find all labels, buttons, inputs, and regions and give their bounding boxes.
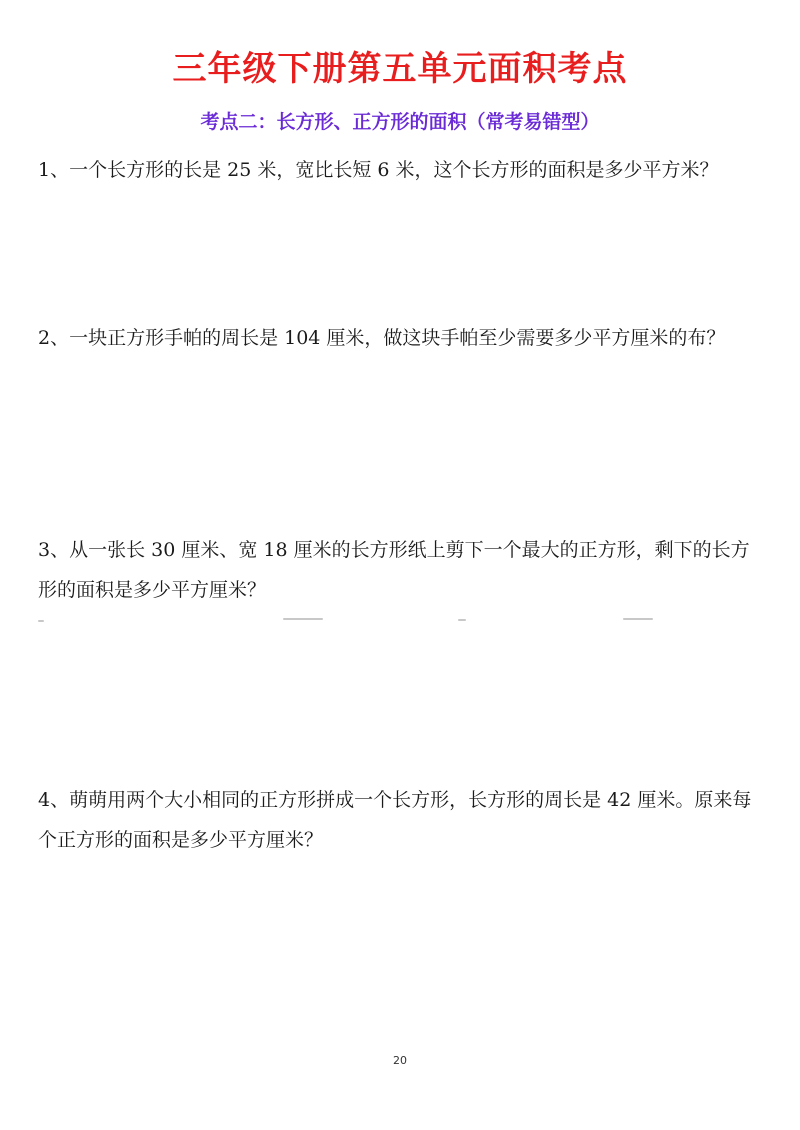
scan-specks xyxy=(38,616,678,628)
question-4: 4、萌萌用两个大小相同的正方形拼成一个长方形，长方形的周长是 42 厘米。原来每个正方形的面积是多少平方厘米？ xyxy=(38,789,752,851)
page-number: 20 xyxy=(393,1054,407,1067)
question-2: 2、一块正方形手帕的周长是 104 厘米，做这块手帕至少需要多少平方厘米的布？ xyxy=(38,327,726,349)
section-subtitle: 考点二：长方形、正方形的面积（常考易错型） xyxy=(200,111,600,133)
question-3: 3、从一张长 30 厘米、宽 18 厘米的长方形纸上剪下一个最大的正方形，剩下的长方形的面积是多少平方厘米？ xyxy=(38,539,750,601)
page-title: 三年级下册第五单元面积考点 xyxy=(172,49,628,89)
question-1: 1、一个长方形的长是 25 米，宽比长短 6 米，这个长方形的面积是多少平方米？ xyxy=(38,159,719,181)
